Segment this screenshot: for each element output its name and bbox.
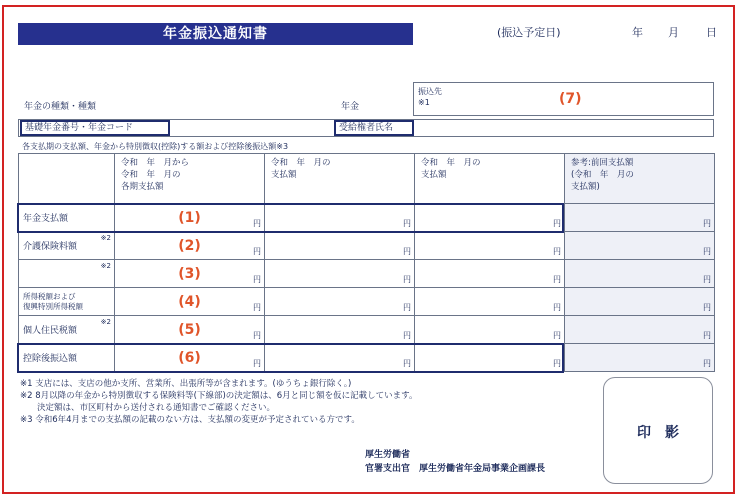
- table-row: [19, 232, 715, 260]
- yen-unit: 円: [553, 275, 561, 284]
- row-number: (1): [178, 209, 201, 226]
- row-label-note: ※2: [100, 234, 111, 242]
- amount-cell: [115, 204, 265, 232]
- table-header-cell: 令和 年 月から 令和 年 月の 各期支払額: [115, 154, 265, 204]
- payee-note: ※1: [418, 98, 430, 107]
- yen-unit: 円: [403, 275, 411, 284]
- row-label: [19, 260, 115, 288]
- pension-code-label: 基礎年金番号・年金コード: [20, 120, 170, 136]
- amount-cell: [115, 288, 265, 316]
- row-label: [19, 232, 115, 260]
- amount-cell: [265, 204, 415, 232]
- scheduled-date-label: (振込予定日): [497, 26, 561, 39]
- row-label: [19, 344, 115, 372]
- note-line: 決定額は、市区町村から送付される通知書でご確認ください。: [20, 403, 276, 413]
- yen-unit: 円: [703, 219, 711, 228]
- date-day: 日: [706, 26, 717, 39]
- pension-label: 年金: [341, 102, 360, 112]
- yen-unit: 円: [253, 275, 261, 284]
- amount-cell: [415, 344, 565, 372]
- amount-cell: [115, 316, 265, 344]
- yen-unit: 円: [703, 303, 711, 312]
- notes: [20, 378, 600, 426]
- table-row: [19, 316, 715, 344]
- row-number: (6): [178, 349, 201, 366]
- yen-unit: 円: [253, 331, 261, 340]
- payee-box: [413, 82, 714, 116]
- table-row: [19, 344, 715, 372]
- recipient-name-label: 受給権者氏名: [334, 120, 414, 136]
- row-label-note: ※2: [100, 318, 111, 326]
- yen-unit: 円: [403, 303, 411, 312]
- row-label: [19, 204, 115, 232]
- yen-unit: 円: [553, 219, 561, 228]
- amount-cell: [565, 204, 715, 232]
- yen-unit: 円: [403, 331, 411, 340]
- amount-cell: [265, 232, 415, 260]
- amount-cell: [565, 232, 715, 260]
- amount-cell: [265, 344, 415, 372]
- yen-unit: 円: [553, 303, 561, 312]
- document-title: 年金振込通知書: [18, 23, 413, 45]
- yen-unit: 円: [403, 247, 411, 256]
- yen-unit: 円: [403, 359, 411, 368]
- note-line: ※1 支店には、支店の他か支所、営業所、出張所等が含まれます。(ゆうちょ銀行除く。): [20, 379, 352, 389]
- issuer-officer: 官署支出官 厚生労働省年金局事業企画課長: [365, 464, 546, 474]
- payment-table: [18, 153, 715, 372]
- amount-cell: [565, 260, 715, 288]
- yen-unit: 円: [553, 359, 561, 368]
- yen-unit: 円: [253, 219, 261, 228]
- amount-cell: [115, 260, 265, 288]
- table-header-cell: 令和 年 月の 支払額: [415, 154, 565, 204]
- seal-label: 印影: [637, 425, 693, 441]
- row-label-text: 控除後振込額: [23, 354, 78, 364]
- row-number: (3): [178, 265, 201, 282]
- table-row: [19, 288, 715, 316]
- section-heading-text: 各支払期の支払額、年金から特別徴収(控除)する額および控除後振込額: [22, 142, 277, 151]
- amount-cell: [565, 288, 715, 316]
- yen-unit: 円: [403, 219, 411, 228]
- amount-cell: [415, 316, 565, 344]
- yen-unit: 円: [253, 303, 261, 312]
- section-heading-note: ※3: [276, 142, 289, 151]
- row-label-text: 年金支払額: [23, 214, 69, 224]
- note-line: ※2 8月以降の年金から特別徴収する保険料等(下線部)の決定額は、6月と同じ額を仮に記載しています。: [20, 391, 418, 401]
- table-header-cell: [19, 154, 115, 204]
- amount-cell: [265, 316, 415, 344]
- yen-unit: 円: [703, 331, 711, 340]
- amount-cell: [565, 344, 715, 372]
- amount-cell: [265, 288, 415, 316]
- row-label: [19, 288, 115, 316]
- amount-cell: [565, 316, 715, 344]
- table-header-cell: 参考:前回支払額 (令和 年 月の 支払額): [565, 154, 715, 204]
- seal-box: [603, 377, 713, 484]
- row-label: [19, 316, 115, 344]
- row-number: (2): [178, 237, 201, 254]
- yen-unit: 円: [703, 359, 711, 368]
- amount-cell: [415, 260, 565, 288]
- row-label-text: 個人住民税額: [23, 326, 78, 336]
- row-label-note: ※2: [100, 262, 111, 270]
- issuer-ministry: 厚生労働省: [365, 450, 411, 460]
- row-label-text: 所得税額および 復興特別所得税額: [23, 291, 83, 311]
- note-line: ※3 令和6年4月までの支払額の記載のない方は、支払額の変更が予定されている方です。: [20, 415, 360, 425]
- yen-unit: 円: [553, 247, 561, 256]
- yen-unit: 円: [703, 275, 711, 284]
- yen-unit: 円: [253, 359, 261, 368]
- amount-cell: [265, 260, 415, 288]
- date-year: 年: [632, 26, 643, 39]
- section-heading: [22, 141, 288, 152]
- table-header-cell: 令和 年 月の 支払額: [265, 154, 415, 204]
- table-header-row: [19, 154, 715, 204]
- amount-cell: [415, 204, 565, 232]
- table-row: [19, 260, 715, 288]
- amount-cell: [115, 232, 265, 260]
- amount-cell: [415, 232, 565, 260]
- table-row: [19, 204, 715, 232]
- payee-label: 振込先: [418, 87, 442, 96]
- date-month: 月: [668, 26, 679, 39]
- row-number: (5): [178, 321, 201, 338]
- yen-unit: 円: [253, 247, 261, 256]
- pension-type-label: 年金の種類・種類: [24, 102, 97, 112]
- payee-number: (7): [559, 91, 582, 107]
- row-number: (4): [178, 293, 201, 310]
- yen-unit: 円: [703, 247, 711, 256]
- row-label-text: 介護保険料額: [23, 242, 78, 252]
- amount-cell: [115, 344, 265, 372]
- amount-cell: [415, 288, 565, 316]
- yen-unit: 円: [553, 331, 561, 340]
